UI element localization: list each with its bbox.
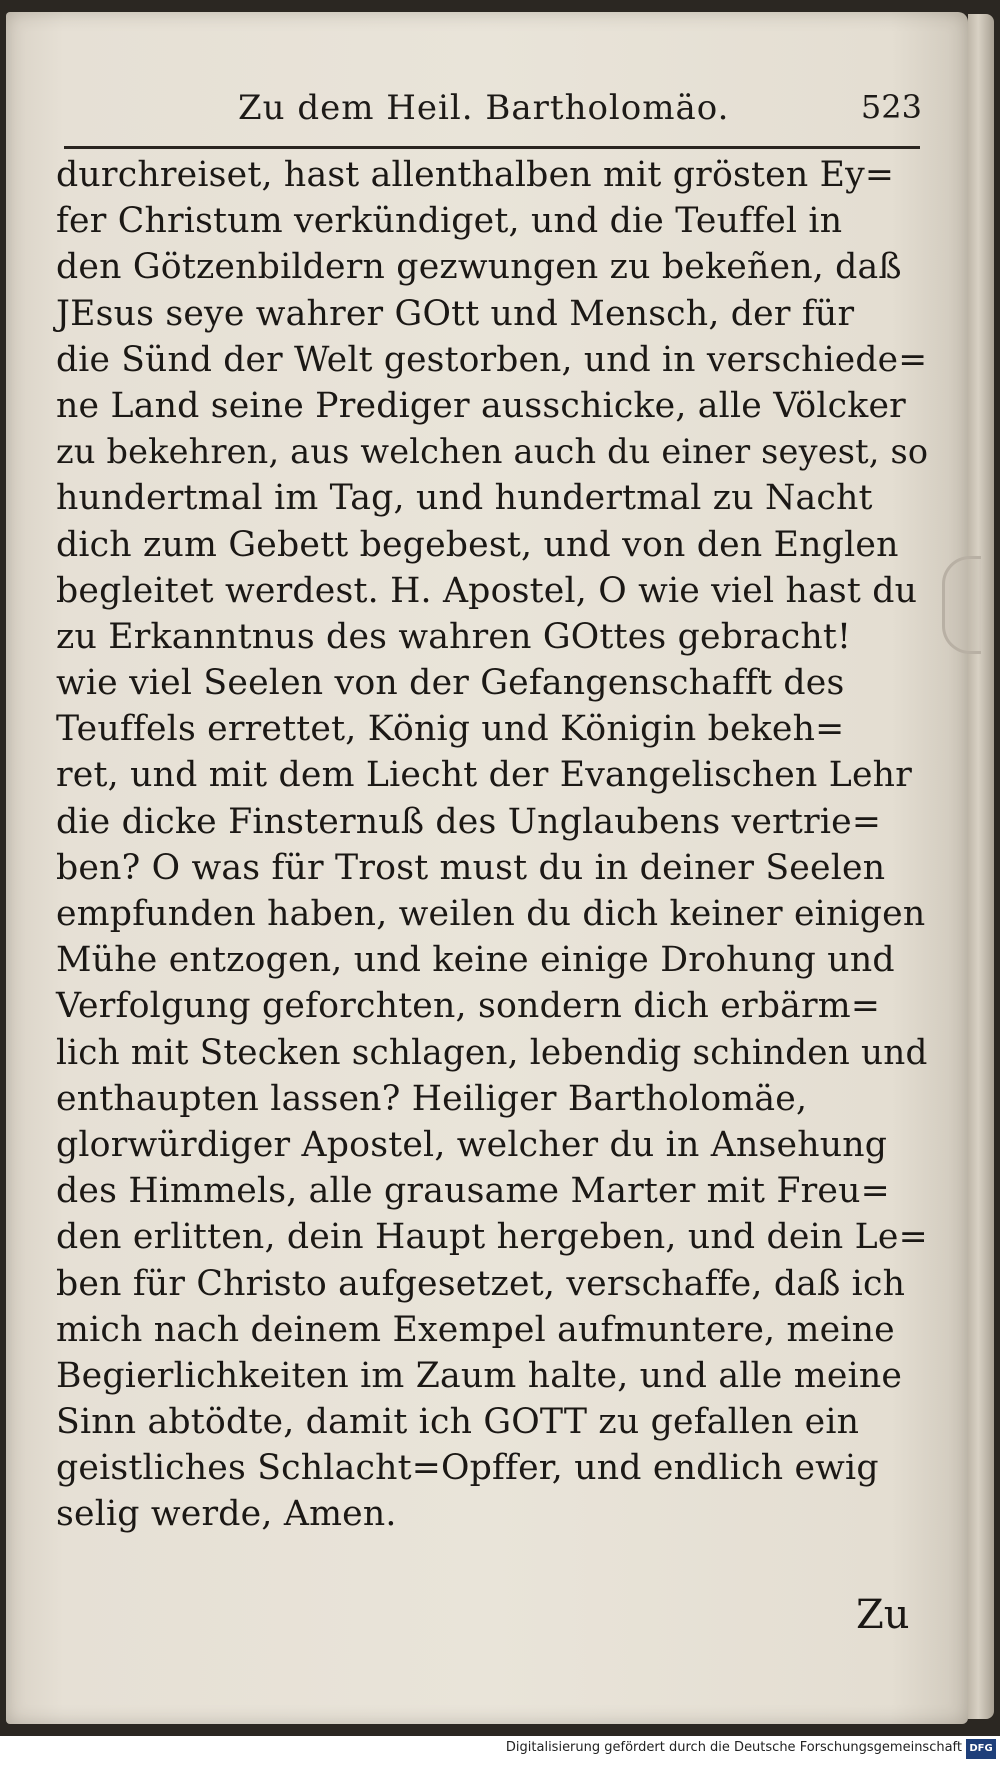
text-line: dich zum Gebett begebest, und von den Englen	[56, 524, 899, 565]
text-line: JEsus seye wahrer GOtt und Mensch, der für	[56, 293, 855, 334]
text-line: ben für Christo aufgesetzet, verschaffe, daß ich	[56, 1263, 906, 1304]
page-number: 523	[860, 88, 922, 126]
text-line: hundertmal im Tag, und hundertmal zu Nacht	[56, 478, 873, 519]
text-line: enthaupten lassen? Heiliger Bartholomäe,	[56, 1078, 808, 1119]
footer-credit: Digitalisierung gefördert durch die Deutsche Forschungsgemeinschaft	[505, 1740, 962, 1755]
text-line: des Himmels, alle grausame Marter mit Freu=	[56, 1171, 890, 1212]
text-line: Teuffels errettet, König und Königin bekeh=	[56, 709, 845, 750]
text-line: ne Land seine Prediger ausschicke, alle Völcker	[56, 385, 906, 426]
text-line: den erlitten, dein Haupt hergeben, und dein Le=	[56, 1217, 928, 1258]
text-line: wie viel Seelen von der Gefangenschafft des	[56, 663, 845, 704]
text-line: ben? O was für Trost must du in deiner Seelen	[56, 847, 886, 888]
text-line: ret, und mit dem Liecht der Evangelischen Lehr	[56, 755, 912, 796]
header-rule	[64, 146, 920, 149]
footer-strip	[0, 1736, 1000, 1765]
text-line: zu bekehren, aus welchen auch du einer seyest, so	[56, 432, 929, 472]
text-line: selig werde, Amen.	[56, 1494, 397, 1535]
text-line: durchreiset, hast allenthalben mit grösten Ey=	[56, 155, 895, 195]
text-line: die dicke Finsternuß des Unglaubens vertrie=	[56, 801, 882, 842]
text-line: Mühe entzogen, und keine einige Drohung und	[56, 940, 895, 981]
text-line: den Götzenbildern gezwungen zu bekeñen, daß	[56, 247, 902, 288]
text-line: lich mit Stecken schlagen, lebendig schinden und	[56, 1032, 928, 1073]
catchword: Zu	[856, 1592, 910, 1638]
text-line: zu Erkanntnus des wahren GOttes gebracht!	[56, 616, 852, 657]
text-line: fer Christum verkündiget, und die Teuffel in	[56, 201, 843, 242]
text-line: Begierlichkeiten im Zaum halte, und alle meine	[56, 1355, 903, 1396]
text-line: mich nach deinem Exempel aufmuntere, meine	[56, 1309, 895, 1350]
text-line: die Sünd der Welt gestorben, und in verschiede=	[56, 339, 928, 380]
page-edge	[968, 14, 994, 1719]
dfg-logo-icon: DFG	[966, 1739, 996, 1759]
text-line: Sinn abtödte, damit ich GOTT zu gefallen ein	[56, 1402, 860, 1443]
text-line: glorwürdiger Apostel, welcher du in Ansehung	[56, 1124, 888, 1165]
text-line: geistliches Schlacht=Opffer, und endlich ewig	[56, 1448, 879, 1489]
running-title: Zu dem Heil. Bartholomäo.	[238, 88, 730, 128]
text-line: empfunden haben, weilen du dich keiner einigen	[56, 894, 926, 934]
body-text	[56, 152, 936, 1538]
binding-clip	[942, 556, 981, 654]
text-line: begleitet werdest. H. Apostel, O wie viel hast du	[56, 570, 918, 611]
text-line: Verfolgung geforchten, sondern dich erbärm=	[56, 986, 881, 1027]
page-header	[60, 82, 930, 142]
